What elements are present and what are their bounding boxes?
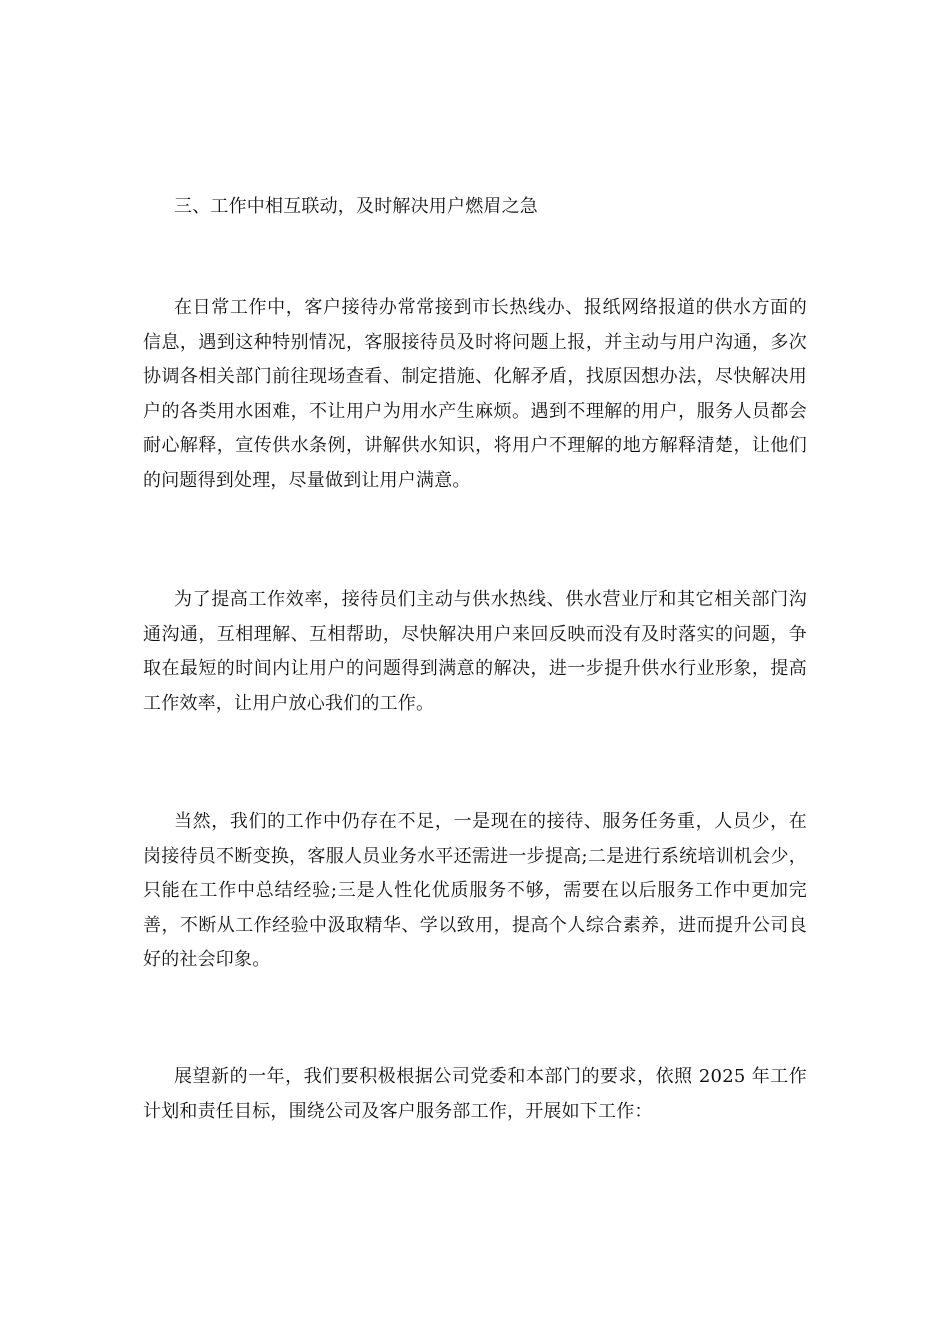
paragraph-outlook xyxy=(143,1060,807,1129)
section-heading: 三、工作中相互联动，及时解决用户燃眉之急 xyxy=(174,196,538,217)
paragraph-efficiency xyxy=(143,583,807,721)
paragraph-text: 当然，我们的工作中仍存在不足，一是现在的接待、服务任务重，人员少，在岗接待员不断变换，客服人员业务水平还需进一步提高;二是进行系统培训机会少，只能在工作中总结经验;三是人性化优质服务不够，需要在以后服务工作中更加完善，不断从工作经验中汲取精华、学以致用，提高个人综合素养，进而提升公司良好的社会印象。 xyxy=(143,811,807,970)
paragraph-text: 为了提高工作效率，接待员们主动与供水热线、供水营业厅和其它相关部门沟通沟通，互相理解、互相帮助，尽快解决用户来回反映而没有及时落实的问题，争取在最短的时间内让用户的问题得到满意的解决，进一步提升供水行业形象，提高工作效率，让用户放心我们的工作。 xyxy=(143,589,807,714)
paragraph-text: 在日常工作中，客户接待办常常接到市长热线办、报纸网络报道的供水方面的信息，遇到这种特别情况，客服接待员及时将问题上报，并主动与用户沟通，多次协调各相关部门前往现场查看、制定措施、化解矛盾，找原因想办法，尽快解决用户的各类用水困难，不让用户为用水产生麻烦。遇到不理解的用户，服务人员都会耐心解释，宣传供水条例，讲解供水知识，将用户不理解的地方解释清楚，让他们的问题得到处理，尽量做到让用户满意。 xyxy=(143,297,807,491)
paragraph-contact-handling xyxy=(143,291,807,498)
paragraph-text: 展望新的一年，我们要积极根据公司党委和本部门的要求，依照 2025 年工作计划和责任目标，围绕公司及客户服务部工作，开展如下工作： xyxy=(143,1066,807,1122)
paragraph-shortcomings xyxy=(143,805,807,978)
